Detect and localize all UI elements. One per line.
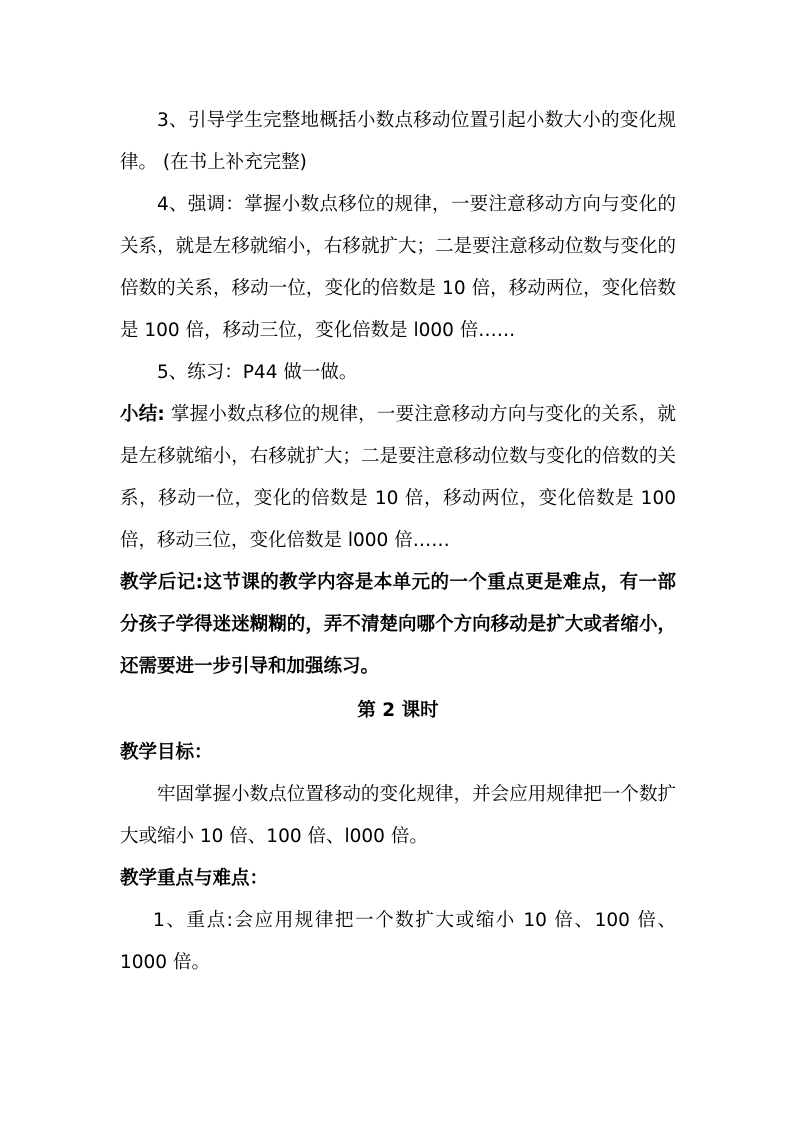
- teaching-goal-text: 牢固掌握小数点位置移动的变化规律，并会应用规律把一个数扩大或缩小 10 倍、100 倍、l000 倍。: [120, 784, 676, 847]
- lesson-heading: 第 2 课时: [357, 700, 439, 721]
- paragraph-step-4: 4、强调：掌握小数点移位的规律，一要注意移动方向与变化的关系，就是左移就缩小，右移就扩大；二是要注意移动位数与变化的倍数的关系，移动一位，变化的倍数是 10 倍，移动两位，变化倍数是 100 倍，移动三位，变化倍数是 l000 倍……: [120, 194, 676, 341]
- focus-point-text: 1、重点:会应用规律把一个数扩大或缩小 10 倍、100 倍、1000 倍。: [120, 910, 676, 973]
- teaching-postscript: 教学后记:这节课的教学内容是本单元的一个重点更是难点，有一部分孩子学得迷迷糊糊的，弄不清楚向哪个方向移动是扩大或者缩小，还需要进一步引导和加强练习。: [120, 572, 676, 677]
- paragraph-step-5: 5、练习：P44 做一做。: [157, 362, 358, 383]
- summary-paragraph: [120, 394, 676, 562]
- document-body: [120, 100, 676, 984]
- paragraph-step-3: 3、引导学生完整地概括小数点移动位置引起小数大小的变化规律。 (在书上补充完整): [120, 110, 676, 173]
- focus-difficulty-label: 教学重点与难点：: [120, 868, 269, 889]
- summary-label: 小结:: [120, 404, 165, 425]
- summary-text: 掌握小数点移位的规律，一要注意移动方向与变化的关系，就是左移就缩小，右移就扩大；二是要注意移动位数与变化的倍数的关系，移动一位，变化的倍数是 10 倍，移动两位，变化倍数是 100 倍，移动三位，变化倍数是 l000 倍……: [120, 404, 676, 551]
- teaching-goal-label: 教学目标：: [120, 742, 213, 763]
